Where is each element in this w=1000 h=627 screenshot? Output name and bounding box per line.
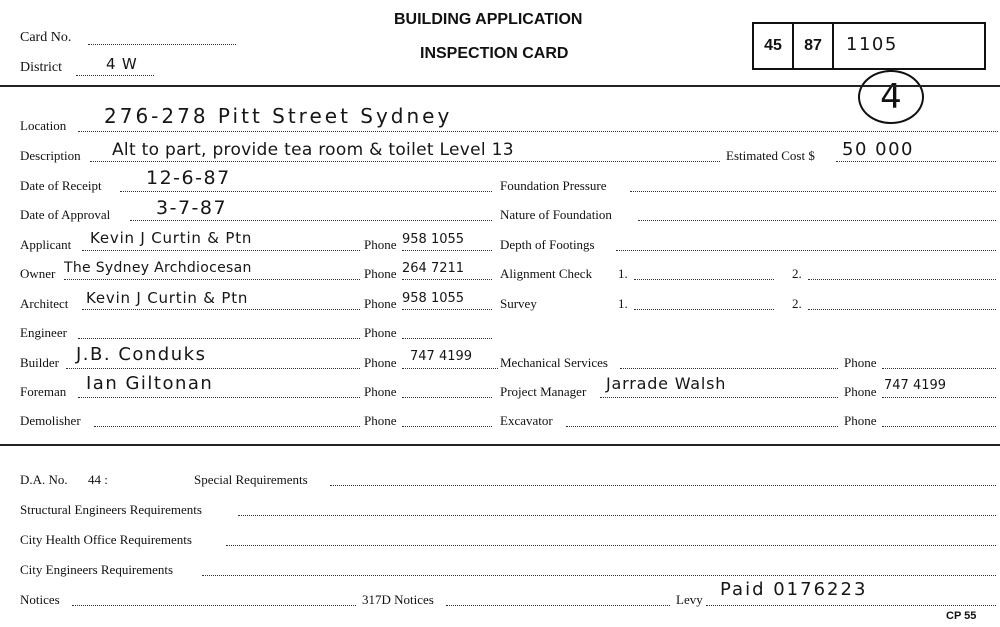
owner-line	[64, 278, 360, 280]
applicant-value: Kevin J Curtin & Ptn	[90, 229, 253, 247]
demolisher-phone-label: Phone	[364, 413, 397, 428]
excavator-phone-label: Phone	[844, 413, 877, 428]
title-line1: BUILDING APPLICATION	[394, 11, 583, 28]
engineer-phone-line	[402, 337, 492, 339]
builder-label: Builder	[20, 355, 59, 370]
builder-phone: 747 4199	[410, 349, 473, 364]
levy-line	[706, 604, 996, 606]
applicant-label: Applicant	[20, 237, 72, 252]
project-manager-phone: 747 4199	[884, 378, 947, 393]
levy-value: Paid 0176223	[720, 579, 868, 600]
header-divider	[0, 85, 1000, 87]
excavator-phone-line	[882, 425, 996, 427]
foundation-pressure-label: Foundation Pressure	[500, 178, 607, 193]
foreman-label: Foreman	[20, 384, 67, 399]
builder-phone-label: Phone	[364, 355, 397, 370]
card-number-box	[752, 22, 986, 70]
structural-label: Structural Engineers Requirements	[20, 502, 202, 517]
card-no-line	[88, 43, 236, 45]
notices-317d-line	[446, 604, 670, 606]
foreman-phone-label: Phone	[364, 384, 397, 399]
architect-label: Architect	[20, 296, 69, 311]
architect-phone-label: Phone	[364, 296, 397, 311]
notices-line	[72, 604, 356, 606]
notices-label: Notices	[20, 592, 60, 607]
district-label: District	[20, 60, 62, 75]
demolisher-line	[94, 425, 360, 427]
excavator-label: Excavator	[500, 413, 553, 428]
owner-value: The Sydney Archdiocesan	[64, 260, 252, 276]
depth-footings-label: Depth of Footings	[500, 237, 595, 252]
number-cell-2: 87	[794, 24, 834, 68]
engineer-label: Engineer	[20, 325, 67, 340]
survey-2: 2.	[792, 296, 802, 311]
circled-number: 4	[858, 70, 924, 124]
special-label: Special Requirements	[194, 472, 308, 487]
description-value: Alt to part, provide tea room & toilet Level 13	[112, 140, 514, 160]
project-manager-line	[600, 396, 838, 398]
location-label: Location	[20, 118, 67, 133]
nature-foundation-label: Nature of Foundation	[500, 207, 612, 222]
estimated-cost-label: Estimated Cost $	[726, 148, 815, 163]
location-value: 276-278 Pitt Street Sydney	[104, 104, 453, 128]
special-line	[330, 484, 996, 486]
city-eng-line	[202, 574, 996, 576]
form-code: CP 55	[946, 610, 977, 622]
date-receipt-value: 12-6-87	[146, 167, 231, 189]
survey-2-line	[808, 308, 996, 310]
nature-foundation-line	[638, 219, 996, 221]
owner-phone: 264 7211	[402, 261, 465, 276]
alignment-check-2: 2.	[792, 266, 802, 281]
da-label: D.A. No.	[20, 472, 68, 487]
card-no-label: Card No.	[20, 30, 72, 45]
alignment-check-2-line	[808, 278, 996, 280]
date-approval-value: 3-7-87	[156, 197, 228, 219]
requirements-divider	[0, 444, 1000, 446]
applicant-phone-label: Phone	[364, 237, 397, 252]
survey-1: 1.	[618, 296, 628, 311]
levy-label: Levy	[676, 592, 703, 607]
date-approval-line	[130, 219, 492, 221]
architect-line	[82, 308, 360, 310]
applicant-phone: 958 1055	[402, 232, 465, 247]
demolisher-label: Demolisher	[20, 413, 81, 428]
city-eng-label: City Engineers Requirements	[20, 562, 174, 577]
date-approval-label: Date of Approval	[20, 207, 111, 222]
notices-317d-label: 317D Notices	[362, 592, 434, 607]
location-line	[78, 130, 998, 132]
number-cell-1: 45	[754, 24, 794, 68]
excavator-line	[566, 425, 838, 427]
number-cell-3: 1105	[846, 34, 898, 55]
foreman-phone-line	[402, 396, 492, 398]
da-value: 44 :	[88, 472, 108, 487]
applicant-line	[82, 249, 360, 251]
project-manager-phone-line	[882, 396, 996, 398]
builder-line	[66, 367, 360, 369]
alignment-check-label: Alignment Check	[500, 266, 593, 281]
description-line	[90, 160, 720, 162]
builder-value: J.B. Conduks	[76, 344, 207, 365]
district-line	[76, 74, 154, 76]
mechanical-line	[620, 367, 838, 369]
project-manager-label: Project Manager	[500, 384, 587, 399]
architect-value: Kevin J Curtin & Ptn	[86, 289, 249, 307]
alignment-check-1: 1.	[618, 266, 628, 281]
owner-label: Owner	[20, 266, 56, 281]
estimated-cost-value: 50 000	[842, 139, 914, 160]
health-line	[226, 544, 996, 546]
mechanical-phone-line	[882, 367, 996, 369]
survey-label: Survey	[500, 296, 537, 311]
alignment-check-1-line	[634, 278, 774, 280]
architect-phone: 958 1055	[402, 291, 465, 306]
foreman-line	[78, 396, 360, 398]
engineer-phone-label: Phone	[364, 325, 397, 340]
project-manager-phone-label: Phone	[844, 384, 877, 399]
estimated-cost-line	[836, 160, 996, 162]
project-manager-value: Jarrade Walsh	[606, 374, 727, 393]
foreman-value: Ian Giltonan	[86, 373, 214, 394]
date-receipt-line	[120, 190, 492, 192]
demolisher-phone-line	[402, 425, 492, 427]
owner-phone-label: Phone	[364, 266, 397, 281]
foundation-pressure-line	[630, 190, 996, 192]
mechanical-phone-label: Phone	[844, 355, 877, 370]
title-line2: INSPECTION CARD	[420, 45, 569, 62]
description-label: Description	[20, 148, 81, 163]
mechanical-label: Mechanical Services	[500, 355, 608, 370]
date-receipt-label: Date of Receipt	[20, 178, 102, 193]
health-label: City Health Office Requirements	[20, 532, 192, 547]
engineer-line	[78, 337, 360, 339]
builder-phone-line	[402, 367, 498, 369]
structural-line	[238, 514, 996, 516]
survey-1-line	[634, 308, 774, 310]
depth-footings-line	[616, 249, 996, 251]
district-value: 4 W	[106, 55, 138, 73]
